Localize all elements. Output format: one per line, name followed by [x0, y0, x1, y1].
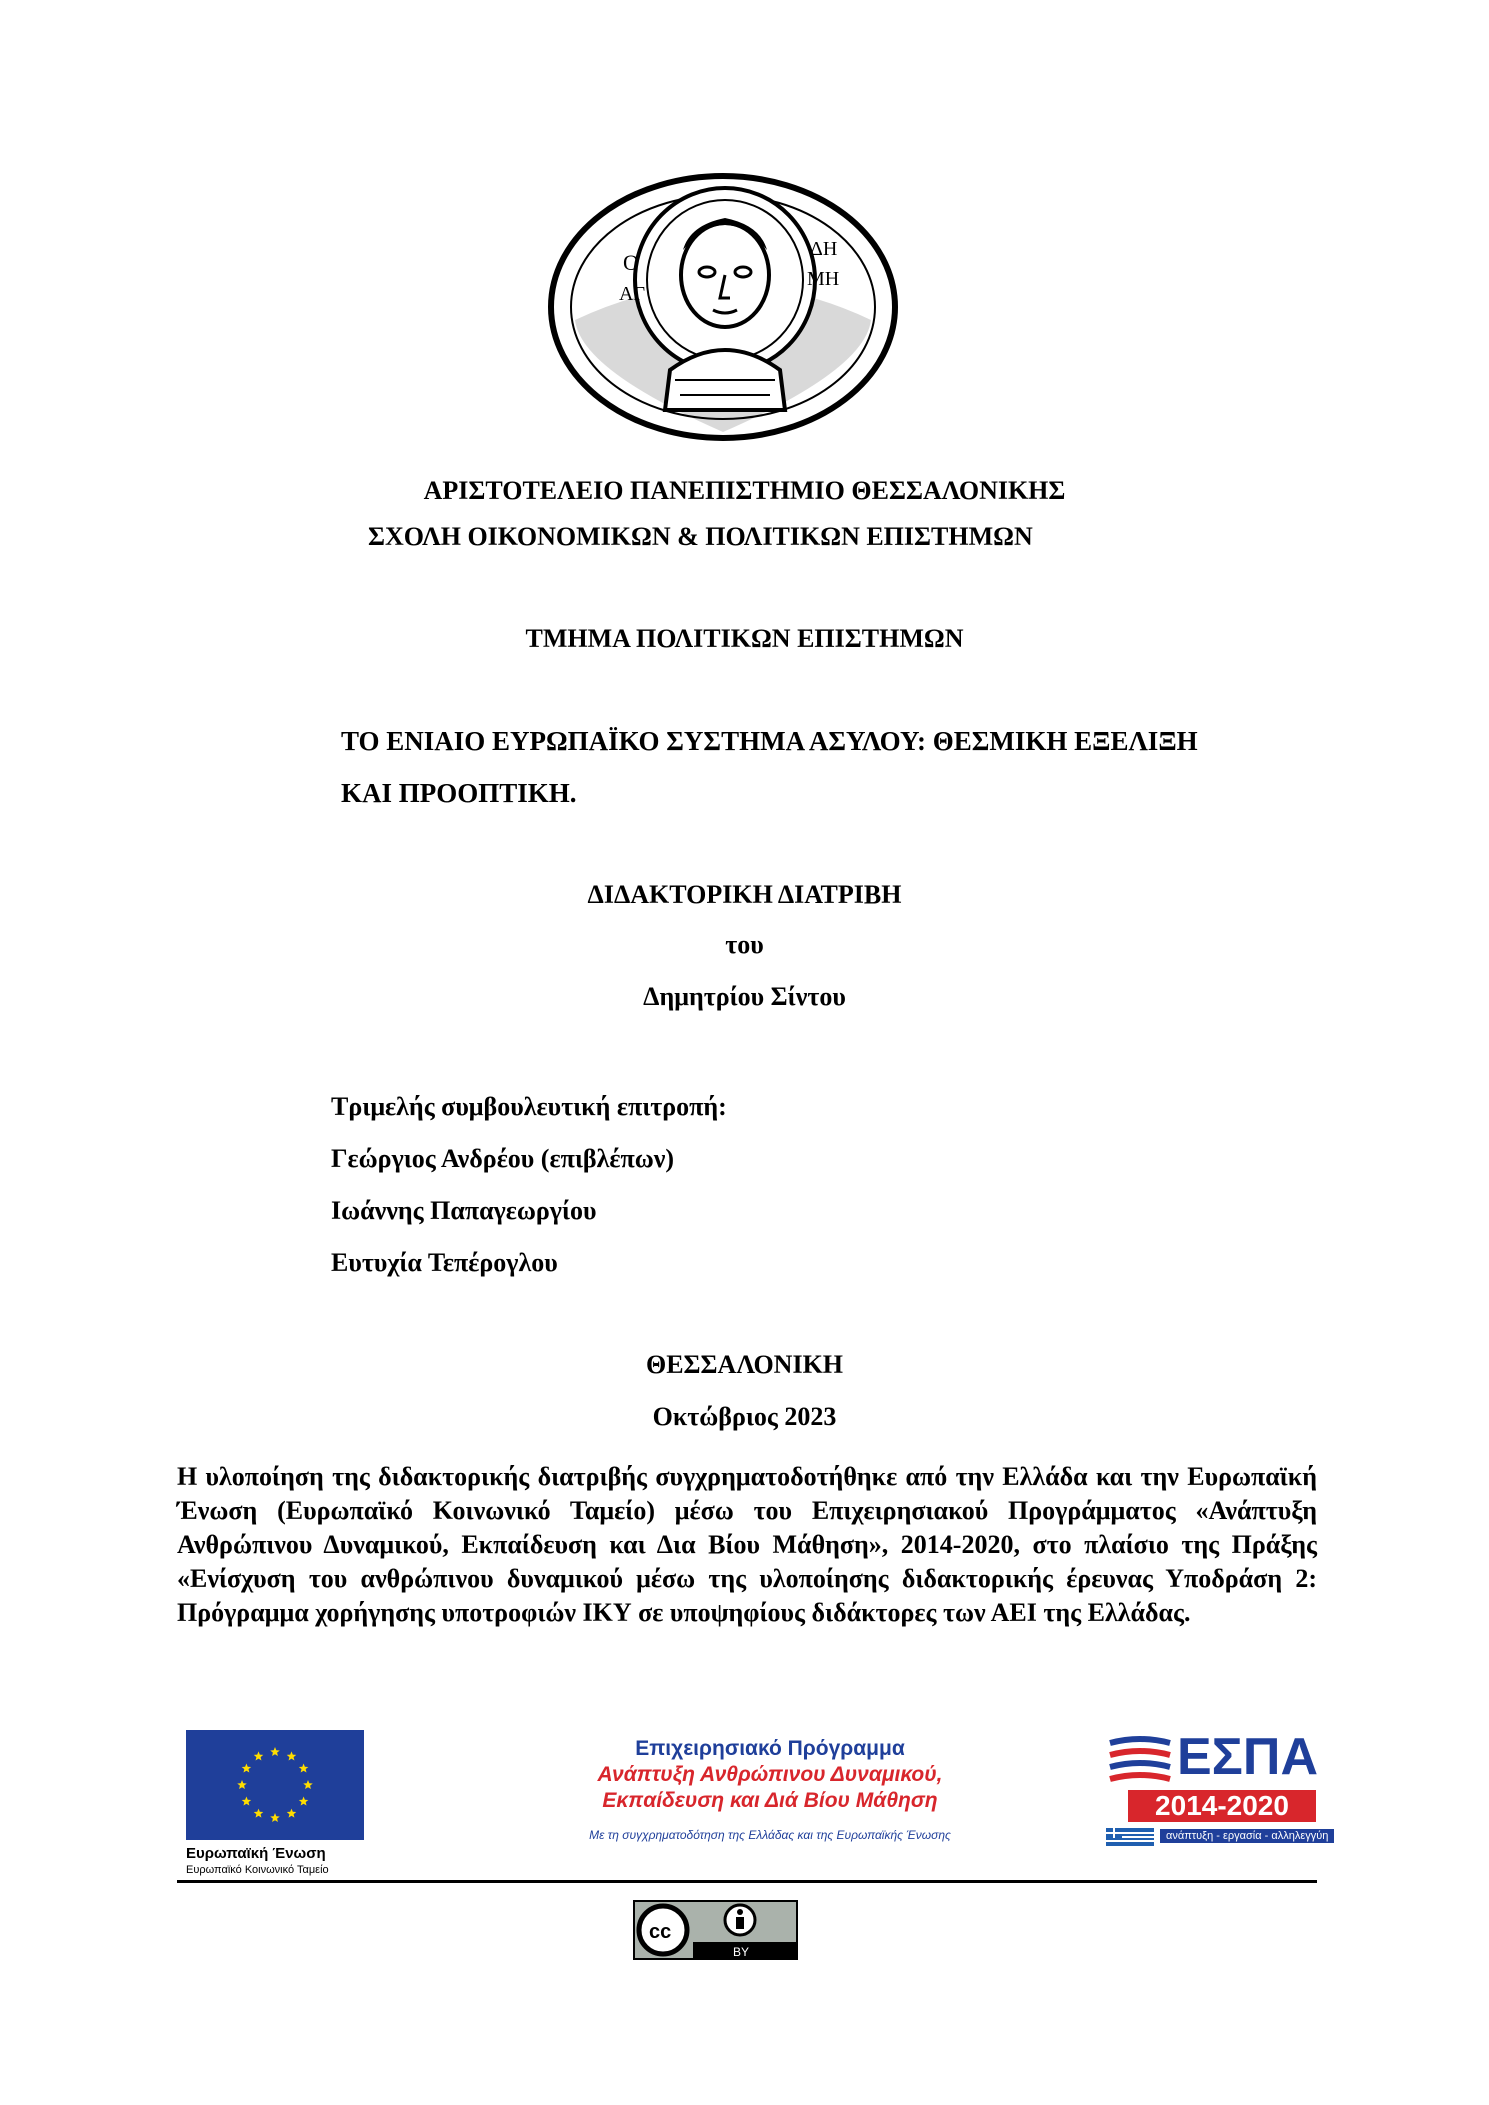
committee-member: Ιωάννης Παπαγεωργίου	[331, 1196, 597, 1225]
svg-text:cc: cc	[649, 1921, 672, 1943]
funding-note: Η υλοποίηση της διδακτορικής διατριβής συγχρηματοδοτήθηκε από την Ελλάδα και την Ευρωπαϊκή Ένωση (Ευρωπαϊκό Κοινωνικό Ταμείο) μέσω του Επιχειρησιακού Προγράμματος «Ανάπτυξη Ανθρώπινου Δυναμικού, Εκπαίδευση και Δια Βίου Μάθηση», 2014-2020, στο πλαίσιο της Πράξης «Ενίσχυση του ανθρώπινου δυναμικού μέσω της υλοποίησης διδακτορικής έρευνας Υποδράση 2: Πρόγραμμα χορήγησης υποτροφιών ΙΚΥ σε υποψηφίους διδάκτορες των ΑΕΙ της Ελλάδας.	[177, 1462, 1317, 1627]
eu-caption: Ευρωπαϊκή Ένωση	[186, 1845, 326, 1862]
thesis-author: Δημητρίου Σίντου	[643, 982, 846, 1011]
divider	[177, 1880, 1317, 1883]
op-line4: Με τη συγχρηματοδότηση της Ελλάδας και της Ευρωπαϊκής Ένωσης	[589, 1828, 951, 1842]
place: ΘΕΣΣΑΛΟΝΙΚΗ	[645, 1350, 844, 1379]
svg-text:ΔΗ: ΔΗ	[810, 238, 838, 260]
espa-years: 2014-2020	[1128, 1790, 1316, 1822]
committee-heading: Τριμελής συμβουλευτική επιτροπή:	[331, 1092, 727, 1121]
operational-programme-logo	[495, 1735, 1045, 1842]
op-line1: Επιχειρησιακό Πρόγραμμα	[635, 1737, 905, 1760]
svg-text:ΑΓ: ΑΓ	[619, 283, 646, 305]
university-seal-logo	[545, 170, 901, 444]
espa-title: ΕΣΠΑ	[1177, 1728, 1318, 1786]
greek-flag-icon	[1106, 1828, 1154, 1846]
date: Οκτώβριος 2023	[652, 1402, 837, 1431]
eu-flag-logo	[186, 1730, 364, 1840]
thesis-title-line2: ΚΑΙ ΠΡΟΟΠΤΙΚΗ.	[341, 778, 577, 808]
school-name: ΣΧΟΛΗ ΟΙΚΟΝΟΜΙΚΩΝ & ΠΟΛΙΤΙΚΩΝ ΕΠΙΣΤΗΜΩΝ	[368, 522, 1033, 551]
cc-by-license-icon	[633, 1900, 798, 1960]
thesis-title-line1: ΤΟ ΕΝΙΑΙΟ ΕΥΡΩΠΑΪΚΟ ΣΥΣΤΗΜΑ ΑΣΥΛΟΥ: ΘΕΣΜΙΚΗ ΕΞΕΛΙΞΗ	[341, 726, 1198, 756]
thesis-type: ΔΙΔΑΚΤΟΡΙΚΗ ΔΙΑΤΡΙΒΗ	[587, 880, 902, 909]
op-line3: Εκπαίδευση και Διά Βίου Μάθηση	[602, 1789, 938, 1812]
committee-member: Γεώργιος Ανδρέου (επιβλέπων)	[331, 1144, 674, 1173]
espa-slogan: ανάπτυξη - εργασία - αλληλεγγύη	[1160, 1829, 1334, 1843]
department-name: ΤΜΗΜΑ ΠΟΛΙΤΙΚΩΝ ΕΠΙΣΤΗΜΩΝ	[525, 624, 964, 653]
svg-text:ΜΗ: ΜΗ	[807, 268, 840, 290]
cc-by-label: BY	[733, 1945, 750, 1959]
eu-subcaption: Ευρωπαϊκό Κοινωνικό Ταμείο	[186, 1864, 329, 1876]
op-line2: Ανάπτυξη Ανθρώπινου Δυναμικού,	[597, 1763, 943, 1786]
committee-member: Ευτυχία Τεπέρογλου	[331, 1248, 558, 1277]
university-name: ΑΡΙΣΤΟΤΕΛΕΙΟ ΠΑΝΕΠΙΣΤΗΜΙΟ ΘΕΣΣΑΛΟΝΙΚΗΣ	[423, 476, 1066, 505]
svg-text:Ο: Ο	[623, 250, 639, 275]
espa-stripes-icon	[1105, 1735, 1175, 1785]
thesis-of: του	[725, 930, 764, 959]
